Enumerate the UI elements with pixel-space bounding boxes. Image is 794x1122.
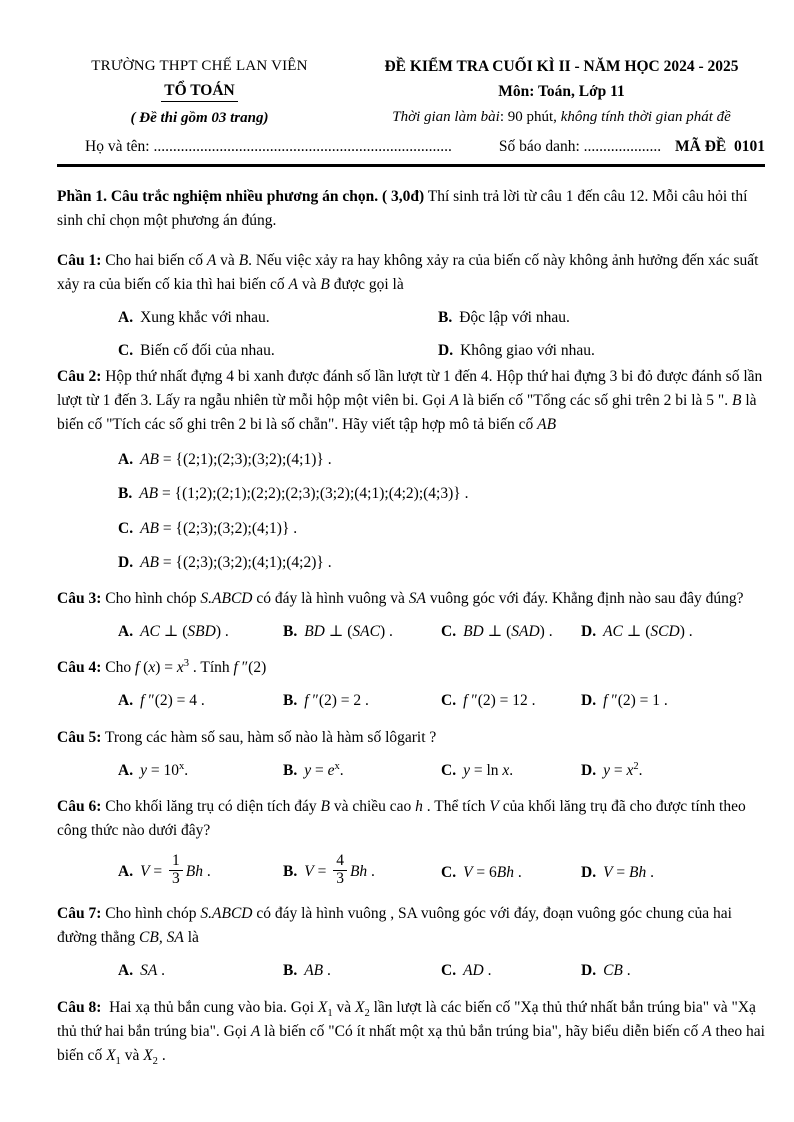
option-a xyxy=(118,689,283,712)
option-b xyxy=(283,759,441,782)
question-8-body: Hai xạ thủ bắn cung vào bia. Gọi $X_1$ và $X_2$ lần lượt là các biến cố "Xạ thủ thứ nhất bắn trúng bia" và "Xạ thủ thứ hai bắn trúng bia". Gọi A là biến cố "Có ít nhất một xạ thủ bắn trúng bia", hãy biểu diễn biến cố A theo hai biến cố $X_1$ và $X_2$ . xyxy=(57,998,765,1067)
option-c xyxy=(441,620,581,643)
option-key: A. xyxy=(118,962,134,980)
question-4-body: Cho f $(x) = x^3$ . Tính f ″(2) xyxy=(105,658,267,677)
option-key: D. xyxy=(581,761,597,779)
option-c xyxy=(441,689,581,712)
option-key: C. xyxy=(441,692,457,710)
option-b xyxy=(438,306,765,329)
question-7-body: Cho hình chóp S.ABCD có đáy là hình vuông , SA vuông góc với đáy, đoạn vuông góc chung của hai đường thẳng CB, SA là xyxy=(57,905,732,947)
option-c xyxy=(118,339,438,362)
question-3-body: Cho hình chóp S.ABCD có đáy là hình vuông và SA vuông góc với đáy. Khẳng định nào sau đây đúng? xyxy=(105,590,744,608)
name-field xyxy=(57,138,452,156)
option-text: V = 6Bh . xyxy=(463,863,522,881)
option-b xyxy=(283,620,441,643)
option-text: AB = {(2;3);(3;2);(4;1);(4;2)} . xyxy=(140,553,332,571)
option-text: $y = x^2$. xyxy=(603,760,643,779)
option-b xyxy=(118,482,765,505)
question-8 xyxy=(57,996,765,1068)
question-6 xyxy=(57,795,765,890)
option-text: V = $\frac{1}{3}$ Bh . xyxy=(140,851,211,887)
subject-line: Môn: Toán, Lớp 11 xyxy=(498,83,625,100)
question-2 xyxy=(57,365,765,574)
option-key: B. xyxy=(283,962,298,980)
option-text: AB . xyxy=(304,962,331,980)
option-key: D. xyxy=(581,692,597,710)
option-d xyxy=(581,861,765,884)
option-text: f ″(2) = 2 . xyxy=(304,692,369,710)
question-5-body: Trong các hàm số sau, hàm số nào là hàm số lôgarit ? xyxy=(104,728,437,746)
option-a xyxy=(118,620,283,643)
option-key: A. xyxy=(118,862,134,880)
question-3-text xyxy=(57,587,765,611)
option-key: A. xyxy=(118,761,134,779)
option-key: B. xyxy=(438,308,453,326)
duration-line: Thời gian làm bài: 90 phút, không tính thời gian phát đề xyxy=(392,109,731,125)
question-2-text xyxy=(57,365,765,437)
fraction: $\frac{4}{3}$ xyxy=(333,853,347,887)
question-4 xyxy=(57,656,765,712)
candidate-info-row xyxy=(57,138,765,156)
option-b xyxy=(283,851,441,889)
option-key: B. xyxy=(283,623,298,641)
option-c xyxy=(118,517,765,540)
option-key: D. xyxy=(581,962,597,980)
question-2-options xyxy=(118,448,765,574)
option-c xyxy=(441,759,581,782)
option-text: f ″(2) = 4 . xyxy=(140,692,205,710)
option-key: D. xyxy=(118,553,134,571)
option-a xyxy=(118,959,283,982)
option-text: $y = e^x$. xyxy=(304,760,344,779)
option-d xyxy=(438,339,765,362)
name-dotted-line: ............................................................................. xyxy=(153,138,452,155)
option-key: C. xyxy=(441,962,457,980)
exam-code-label: MÃ ĐỀ 0101 xyxy=(675,138,765,155)
option-d xyxy=(581,759,765,782)
option-c xyxy=(441,959,581,982)
question-8-text xyxy=(57,996,765,1068)
option-key: C. xyxy=(441,623,457,641)
option-key: A. xyxy=(118,308,134,326)
option-text: AB = {(1;2);(2;1);(2;2);(2;3);(3;2);(4;1);(4;2);(4;3)} . xyxy=(139,485,469,503)
option-text: BD ⊥ (SAD) . xyxy=(463,623,553,641)
question-4-text xyxy=(57,656,765,680)
question-6-body: Cho khối lăng trụ có diện tích đáy B và chiều cao h . Thể tích V của khối lăng trụ đã cho được tính theo công thức nào dưới đây? xyxy=(57,797,746,839)
question-7-label: Câu 7: xyxy=(57,905,102,923)
sbd-field xyxy=(499,138,765,156)
question-4-label: Câu 4: xyxy=(57,659,102,677)
question-1-body: Cho hai biến cố A và B. Nếu việc xảy ra hay không xảy ra của biến cố này không ảnh hưởng đến xác suất xảy ra của biến cố kia thì hai biến cố A và B được gọi là xyxy=(57,251,759,293)
option-key: C. xyxy=(441,863,457,881)
fraction: $\frac{1}{3}$ xyxy=(169,853,183,887)
option-text: $y = 10^x$. xyxy=(140,760,189,779)
option-text: V = $\frac{4}{3}$ Bh . xyxy=(304,851,375,887)
option-a xyxy=(118,306,438,329)
sbd-dotted-line: .................... xyxy=(583,138,662,155)
sbd-label: Số báo danh: xyxy=(498,138,580,155)
question-7-options xyxy=(118,959,765,982)
option-text: AC ⊥ (SBD) . xyxy=(140,623,229,641)
option-b xyxy=(283,689,441,712)
exam-code-value: 0101 xyxy=(734,138,765,155)
question-1-options xyxy=(118,306,765,363)
exam-title: ĐỀ KIỂM TRA CUỐI KÌ II - NĂM HỌC 2024 - 2025 xyxy=(384,58,739,75)
option-text: Biến cố đối của nhau. xyxy=(140,341,275,359)
option-text: AD . xyxy=(463,962,492,980)
option-text: y = ln x. xyxy=(463,761,514,779)
page-header xyxy=(57,58,765,127)
question-3 xyxy=(57,587,765,643)
option-text: AB = {(2;1);(2;3);(3;2);(4;1)} . xyxy=(140,451,332,469)
option-text: f ″(2) = 1 . xyxy=(603,692,668,710)
question-6-label: Câu 6: xyxy=(57,797,102,815)
option-text: V = Bh . xyxy=(603,863,655,881)
question-2-body: Hộp thứ nhất đựng 4 bi xanh được đánh số lần lượt từ 1 đến 4. Hộp thứ hai đựng 3 bi đỏ được đánh số lần lượt từ 1 đến 3. Lấy ra ngẫu nhiên từ mỗi hộp một viên bi. Gọi A là biến cố "Tổng các số ghi trên 2 bi là 5 ". B là biến cố "Tích các số ghi trên 2 bi là số chẵn". Hãy viết tập hợp mô tả biến cố AB xyxy=(57,368,763,434)
question-1-text xyxy=(57,249,765,297)
option-text: f ″(2) = 12 . xyxy=(463,692,536,710)
option-d xyxy=(581,959,765,982)
name-label: Họ và tên: xyxy=(85,138,150,155)
option-d xyxy=(581,620,765,643)
option-a xyxy=(118,851,283,889)
question-7-text xyxy=(57,902,765,950)
header-right-column xyxy=(342,58,765,127)
option-key: D. xyxy=(581,623,597,641)
option-text: Xung khắc với nhau. xyxy=(140,308,270,326)
option-key: B. xyxy=(118,485,133,503)
option-text: BD ⊥ (SAC) . xyxy=(304,623,393,641)
option-d xyxy=(118,551,765,574)
question-8-label: Câu 8: xyxy=(57,998,102,1016)
option-key: A. xyxy=(118,623,134,641)
option-key: B. xyxy=(283,761,298,779)
question-6-options xyxy=(118,851,765,889)
school-name: TRƯỜNG THPT CHẾ LAN VIÊN xyxy=(91,58,308,74)
option-key: C. xyxy=(441,761,457,779)
option-a xyxy=(118,759,283,782)
header-divider xyxy=(57,164,765,167)
option-text: CB . xyxy=(603,962,631,980)
option-key: C. xyxy=(118,519,134,537)
option-text: AB = {(2;3);(3;2);(4;1)} . xyxy=(140,519,298,537)
option-key: B. xyxy=(283,862,298,880)
pages-note: ( Đề thi gồm 03 trang) xyxy=(130,110,269,126)
option-d xyxy=(581,689,765,712)
option-key: C. xyxy=(118,341,134,359)
question-1-label: Câu 1: xyxy=(57,251,102,269)
option-text: Không giao với nhau. xyxy=(460,341,595,359)
option-a xyxy=(118,448,765,471)
option-key: D. xyxy=(581,863,597,881)
question-3-options xyxy=(118,620,765,643)
question-6-text xyxy=(57,795,765,843)
part1-heading: Phần 1. Câu trắc nghiệm nhiều phương án chọn. ( 3,0đ) Thí sinh trả lời từ câu 1 đến câu 12. Mỗi câu hỏi thí sinh chỉ chọn một phương án đúng. xyxy=(57,188,748,230)
question-1 xyxy=(57,249,765,363)
option-text: SA . xyxy=(140,962,166,980)
question-5-label: Câu 5: xyxy=(57,728,102,746)
option-key: A. xyxy=(118,692,134,710)
question-4-options xyxy=(118,689,765,712)
question-2-label: Câu 2: xyxy=(57,368,102,386)
question-3-label: Câu 3: xyxy=(57,590,102,608)
question-5-text xyxy=(57,726,765,750)
option-key: B. xyxy=(283,692,298,710)
option-text: AC ⊥ (SCD) . xyxy=(603,623,693,641)
option-key: A. xyxy=(118,451,134,469)
question-7 xyxy=(57,902,765,982)
header-left-column xyxy=(57,58,342,127)
option-text: Độc lập với nhau. xyxy=(459,308,570,326)
department-name: TỔ TOÁN xyxy=(57,82,342,102)
option-b xyxy=(283,959,441,982)
question-5-options xyxy=(118,759,765,782)
question-5 xyxy=(57,726,765,782)
option-key: D. xyxy=(438,341,454,359)
option-c xyxy=(441,861,581,884)
